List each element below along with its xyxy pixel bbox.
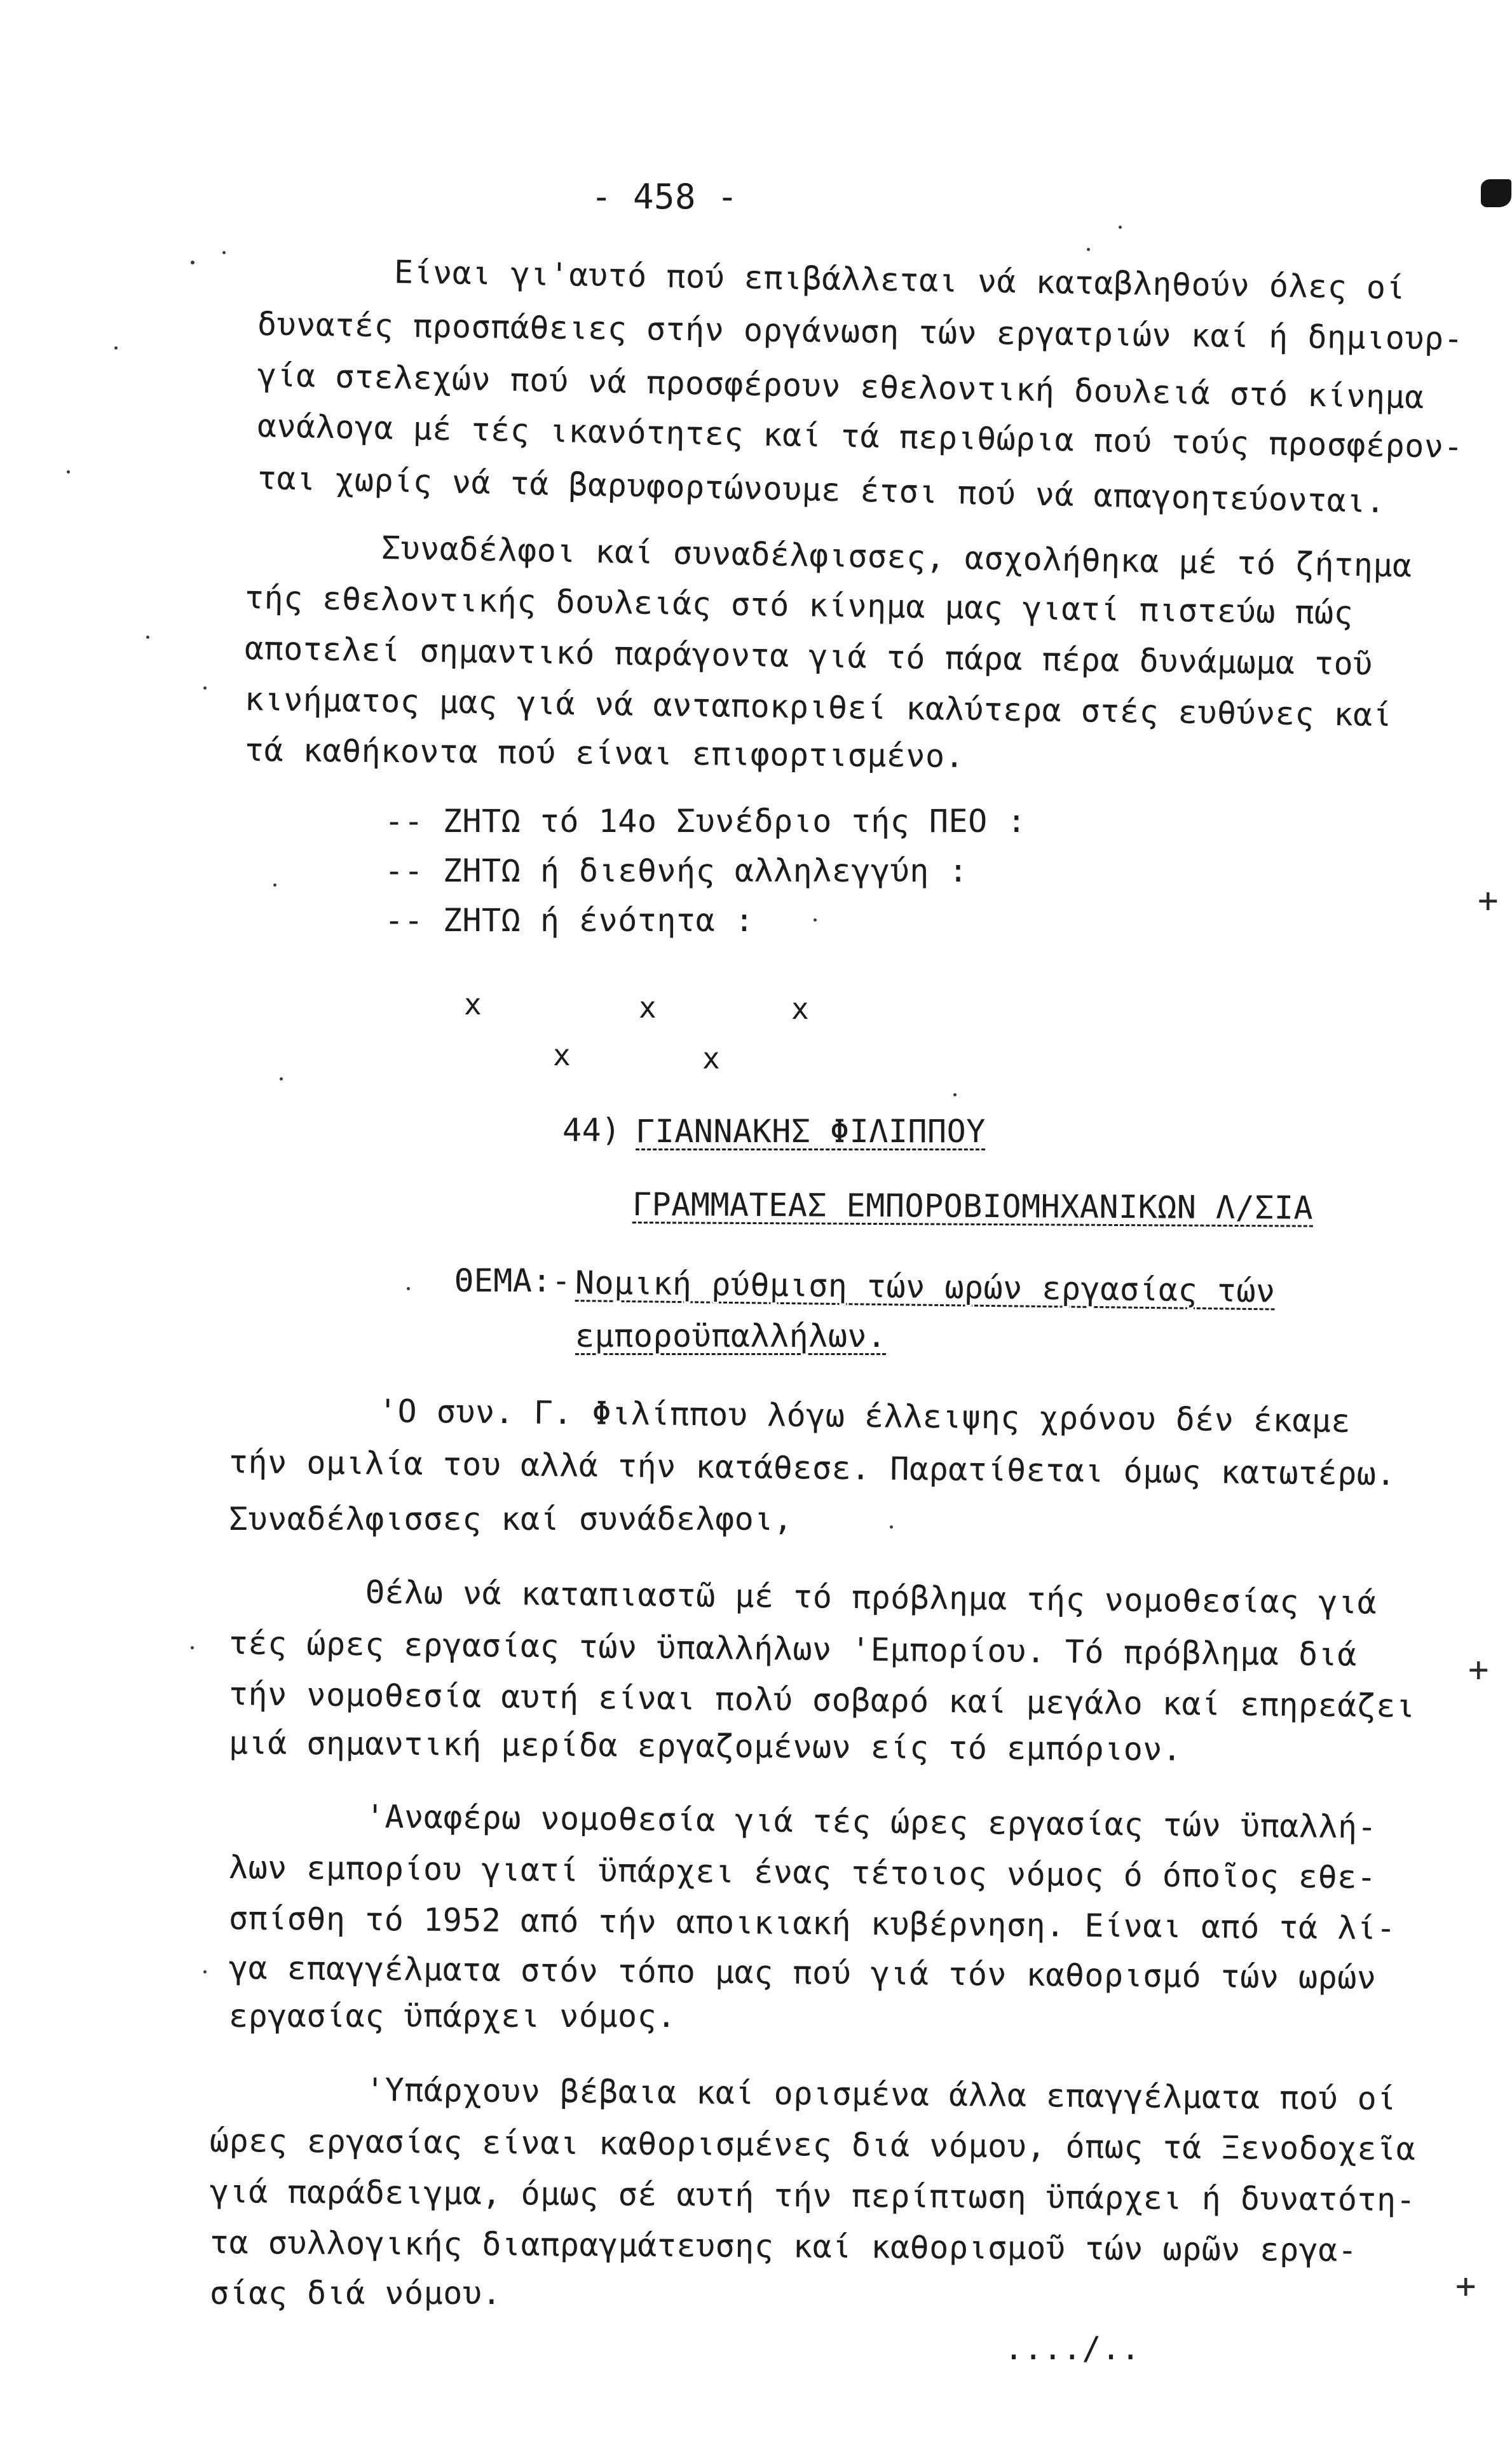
paragraph-6-line-3: γιά παράδειγμα, όμως σέ αυτή τήν περίπτωση ϋπάρχει ή δυνατότη- bbox=[209, 2173, 1416, 2219]
scan-speck bbox=[280, 1077, 283, 1080]
paragraph-1-line-5: ται χωρίς νά τά βαρυφορτώνουμε έτσι πού νά απαγοητεύονται. bbox=[257, 460, 1386, 521]
scan-speck bbox=[114, 346, 118, 350]
margin-mark: + bbox=[1478, 880, 1499, 920]
separator-mark: x bbox=[639, 990, 657, 1025]
paragraph-4-line-1: Θέλω νά καταπιαστῶ μέ τό πρόβλημα τής νομοθεσίας γιά bbox=[365, 1574, 1377, 1621]
margin-mark: + bbox=[1468, 1649, 1489, 1689]
separator-mark: x bbox=[464, 987, 482, 1021]
paragraph-1-line-3: γία στελεχών πού νά προσφέρουν εθελοντική δουλειά στό κίνημα bbox=[257, 357, 1425, 416]
scan-speck bbox=[191, 261, 194, 264]
slogan-2: -- ΖΗΤΩ ή διεθνής αλληλεγγύη : bbox=[385, 852, 969, 889]
paragraph-4-line-4: μιά σημαντική μερίδα εργαζομένων είς τό εμπόριον. bbox=[228, 1724, 1182, 1768]
scan-speck bbox=[191, 1646, 194, 1649]
scan-speck bbox=[1119, 226, 1122, 229]
paragraph-6-line-4: τα συλλογικής διαπραγμάτευσης καί καθορισμοῦ τών ωρῶν εργα- bbox=[209, 2224, 1358, 2269]
paragraph-4-line-2: τές ώρες εργασίας τών ϋπαλλήλων 'Εμπορίου. Τό πρόβλημα διά bbox=[228, 1625, 1358, 1673]
scan-speck bbox=[67, 470, 70, 474]
paragraph-5-line-5: εργασίας ϋπάρχει νόμος. bbox=[229, 1998, 676, 2035]
scan-speck bbox=[273, 883, 276, 887]
topic-label: ΘΕΜΑ:- bbox=[454, 1262, 571, 1299]
scan-speck bbox=[146, 636, 149, 639]
separator-mark: x bbox=[702, 1041, 720, 1075]
scan-speck bbox=[814, 918, 817, 922]
speaker-name: ΓΙΑΝΝΑΚΗΣ ΦΙΛΙΠΠΟΥ bbox=[636, 1113, 986, 1150]
separator-mark: x bbox=[791, 992, 809, 1026]
scan-speck bbox=[407, 1287, 410, 1290]
topic-line-2: εμποροϋπαλλήλων. bbox=[575, 1318, 887, 1354]
scan-speck bbox=[203, 1970, 207, 1973]
paragraph-1-line-1: Είναι γι'αυτό πού επιβάλλεται νά καταβληθούν όλες οί bbox=[393, 254, 1406, 306]
paragraph-3-line-1: 'Ο συν. Γ. Φιλίππου λόγω έλλειψης χρόνου δέν έκαμε bbox=[378, 1393, 1351, 1440]
speaker-number: 44) bbox=[562, 1112, 621, 1149]
paragraph-6-line-2: ώρες εργασίας είναι καθορισμένες διά νόμου, όπως τά Ξενοδοχεῖα bbox=[209, 2122, 1416, 2168]
paragraph-2-line-5: τά καθήκοντα πού είναι επιφορτισμένο. bbox=[244, 732, 965, 775]
paragraph-5-line-2: λων εμπορίου γιατί ϋπάρχει ένας τέτοιος νόμος ό όποῖος εθε- bbox=[228, 1849, 1377, 1896]
scan-speck bbox=[953, 1093, 957, 1096]
page-number: - 458 - bbox=[591, 177, 739, 217]
paragraph-2-line-4: κινήματος μας γιά νά ανταποκριθεί καλύτερα στές ευθύνες καί bbox=[244, 681, 1393, 734]
separator-mark: x bbox=[553, 1038, 571, 1072]
paragraph-6-line-5: σίας διά νόμου. bbox=[210, 2275, 502, 2312]
paragraph-2-line-1: Συναδέλφοι καί συναδέλφισσες, ασχολήθηκα μέ τό ζήτημα bbox=[381, 529, 1413, 585]
speaker-role: ΓΡΑΜΜΑΤΕΑΣ ΕΜΠΟΡΟΒΙΟΜΗΧΑΝΙΚΩΝ Λ/ΣΙΑ bbox=[632, 1186, 1314, 1227]
margin-mark: + bbox=[1455, 2266, 1476, 2306]
slogan-1: -- ΖΗΤΩ τό 14ο Συνέδριο τής ΠΕΟ : bbox=[385, 803, 1026, 840]
scan-speck bbox=[890, 1525, 893, 1529]
topic-line-1: Νομική ρύθμιση τών ωρών εργασίας τών bbox=[575, 1264, 1276, 1310]
salutation: Συναδέλφισσες καί συνάδελφοι, bbox=[229, 1501, 793, 1537]
slogan-3: -- ΖΗΤΩ ή ένότητα : bbox=[385, 902, 754, 939]
paragraph-2-line-2: τής εθελοντικής δουλειάς στό κίνημα μας γιατί πιστεύω πώς bbox=[244, 579, 1354, 632]
paragraph-4-line-3: τήν νομοθεσία αυτή είναι πολύ σοβαρό καί μεγάλο καί επηρεάζει bbox=[228, 1675, 1415, 1725]
paragraph-5-line-4: γα επαγγέλματα στόν τόπο μας πού γιά τόν καθορισμό τών ωρών bbox=[228, 1949, 1377, 1996]
paragraph-5-line-3: σπίσθη τό 1952 από τήν αποικιακή κυβέρνηση. Είναι από τά λί- bbox=[228, 1900, 1396, 1947]
scan-speck bbox=[1087, 248, 1090, 251]
scan-speck bbox=[203, 686, 207, 690]
paragraph-1-line-4: ανάλογα μέ τές ικανότητες καί τά περιθώρια πού τούς προσφέρον- bbox=[257, 407, 1464, 466]
paragraph-2-line-3: αποτελεί σημαντικό παράγοντα γιά τό πάρα πέρα δυνάμωμα τοῦ bbox=[244, 630, 1373, 683]
ink-blot bbox=[1481, 179, 1511, 207]
paragraph-1-line-2: δυνατές προσπάθειες στήν οργάνωση τών εργατριών καί ή δημιουρ- bbox=[257, 306, 1464, 358]
paragraph-3-line-2: τήν ομιλία του αλλά τήν κατάθεσε. Παρατίθεται όμως κατωτέρω. bbox=[228, 1443, 1396, 1493]
paragraph-5-line-1: 'Αναφέρω νομοθεσία γιά τές ώρες εργασίας τών ϋπαλλή- bbox=[365, 1798, 1377, 1846]
paragraph-6-line-1: 'Υπάρχουν βέβαια καί ορισμένα άλλα επαγγέλματα πού οί bbox=[365, 2071, 1397, 2118]
scan-speck bbox=[222, 251, 226, 254]
continuation-mark: ..../.. bbox=[1004, 2330, 1141, 2367]
